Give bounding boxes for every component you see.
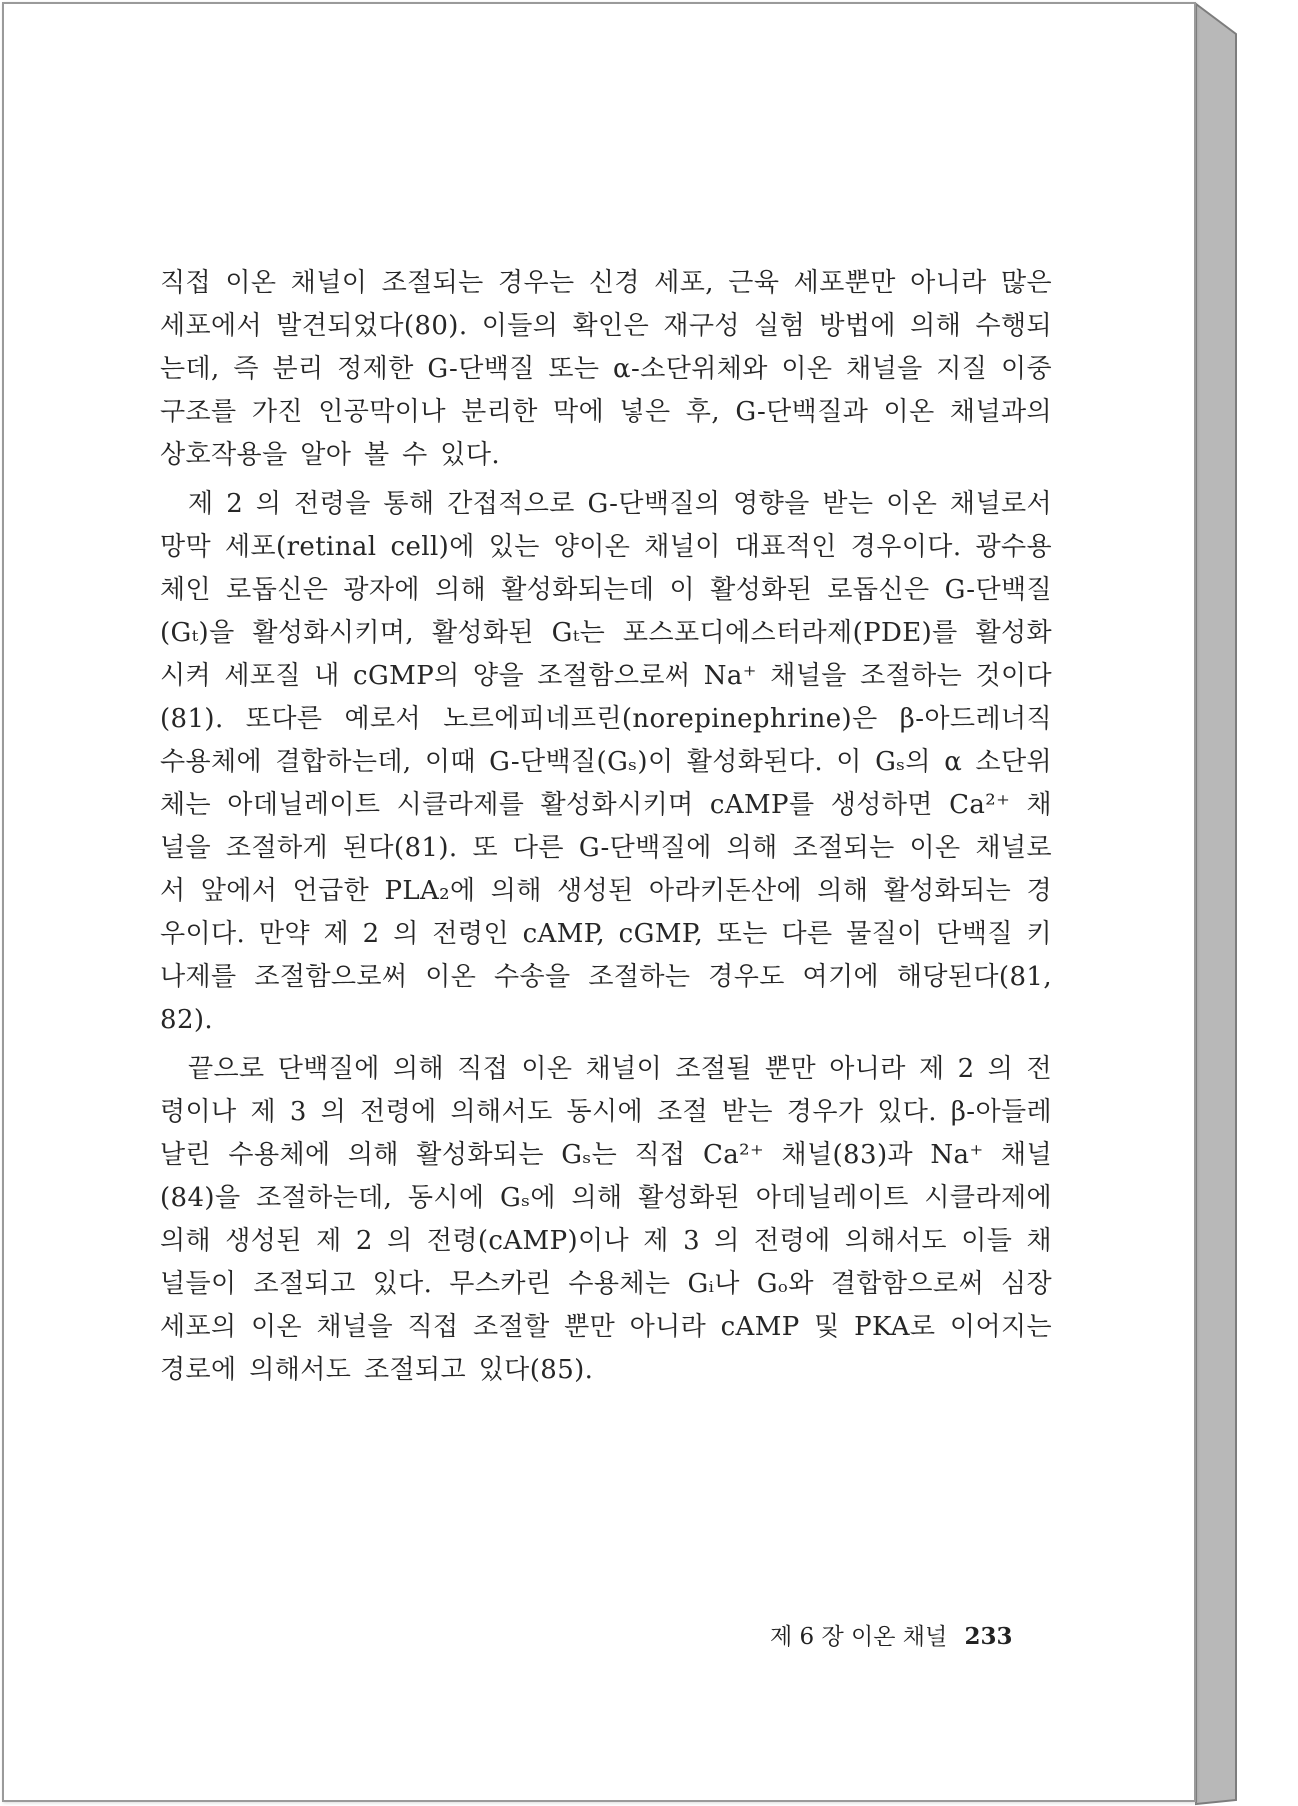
chapter-title: 제 6 장 이온 채널: [770, 1624, 948, 1650]
page-footer: [770, 1618, 1020, 1651]
body-text: [160, 262, 1052, 1392]
paragraph-3: 끝으로 단백질에 의해 직접 이온 채널이 조절될 뿐만 아니라 제 2 의 전령이나 제 3 의 전령에 의해서도 동시에 조절 받는 경우가 있다. β-아들레날린 수용체에 의해 활성화되는 Gₛ는 직접 Ca²⁺ 채널(83)과 Na⁺ 채널(84)을 조절하는데, 동시에 Gₛ에 의해 활성화된 아데닐레이트 시클라제에 의해 생성된 제 2 의 전령(cAMP)이나 제 3 의 전령에 의해서도 이들 채널들이 조절되고 있다. 무스카린 수용체는 Gᵢ나 Gₒ와 결합함으로써 심장 세포의 이온 채널을 직접 조절할 뿐만 아니라 cAMP 및 PKA로 이어지는 경로에 의해서도 조절되고 있다(85).: [160, 1054, 1052, 1385]
page-number: 233: [964, 1623, 1013, 1650]
paragraph-1: 직접 이온 채널이 조절되는 경우는 신경 세포, 근육 세포뿐만 아니라 많은 세포에서 발견되었다(80). 이들의 확인은 재구성 실험 방법에 의해 수행되는데, 즉 분리 정제한 G-단백질 또는 α-소단위체와 이온 채널을 지질 이중구조를 가진 인공막이나 분리한 막에 넣은 후, G-단백질과 이온 채널과의 상호작용을 알아 볼 수 있다.: [160, 268, 1052, 470]
paragraph-2: 제 2 의 전령을 통해 간접적으로 G-단백질의 영향을 받는 이온 채널로서 망막 세포(retinal cell)에 있는 양이온 채널이 대표적인 경우이다. 광수용체인 로돕신은 광자에 의해 활성화되는데 이 활성화된 로돕신은 G-단백질(Gₜ)을 활성화시키며, 활성화된 Gₜ는 포스포디에스터라제(PDE)를 활성화시켜 세포질 내 cGMP의 양을 조절함으로써 Na⁺ 채널을 조절하는 것이다(81). 또다른 예로서 노르에피네프린(norepinephrine)은 β-아드레너직 수용체에 결합하는데, 이때 G-단백질(Gₛ)이 활성화된다. 이 Gₛ의 α 소단위체는 아데닐레이트 시클라제를 활성화시키며 cAMP를 생성하면 Ca²⁺ 채널을 조절하게 된다(81). 또 다른 G-단백질에 의해 조절되는 이온 채널로서 앞에서 언급한 PLA₂에 의해 생성된 아라키돈산에 의해 활성화되는 경우이다. 만약 제 2 의 전령인 cAMP, cGMP, 또는 다른 물질이 단백질 키나제를 조절함으로써 이온 수송을 조절하는 경우도 여기에 해당된다(81, 82).: [160, 489, 1052, 1035]
